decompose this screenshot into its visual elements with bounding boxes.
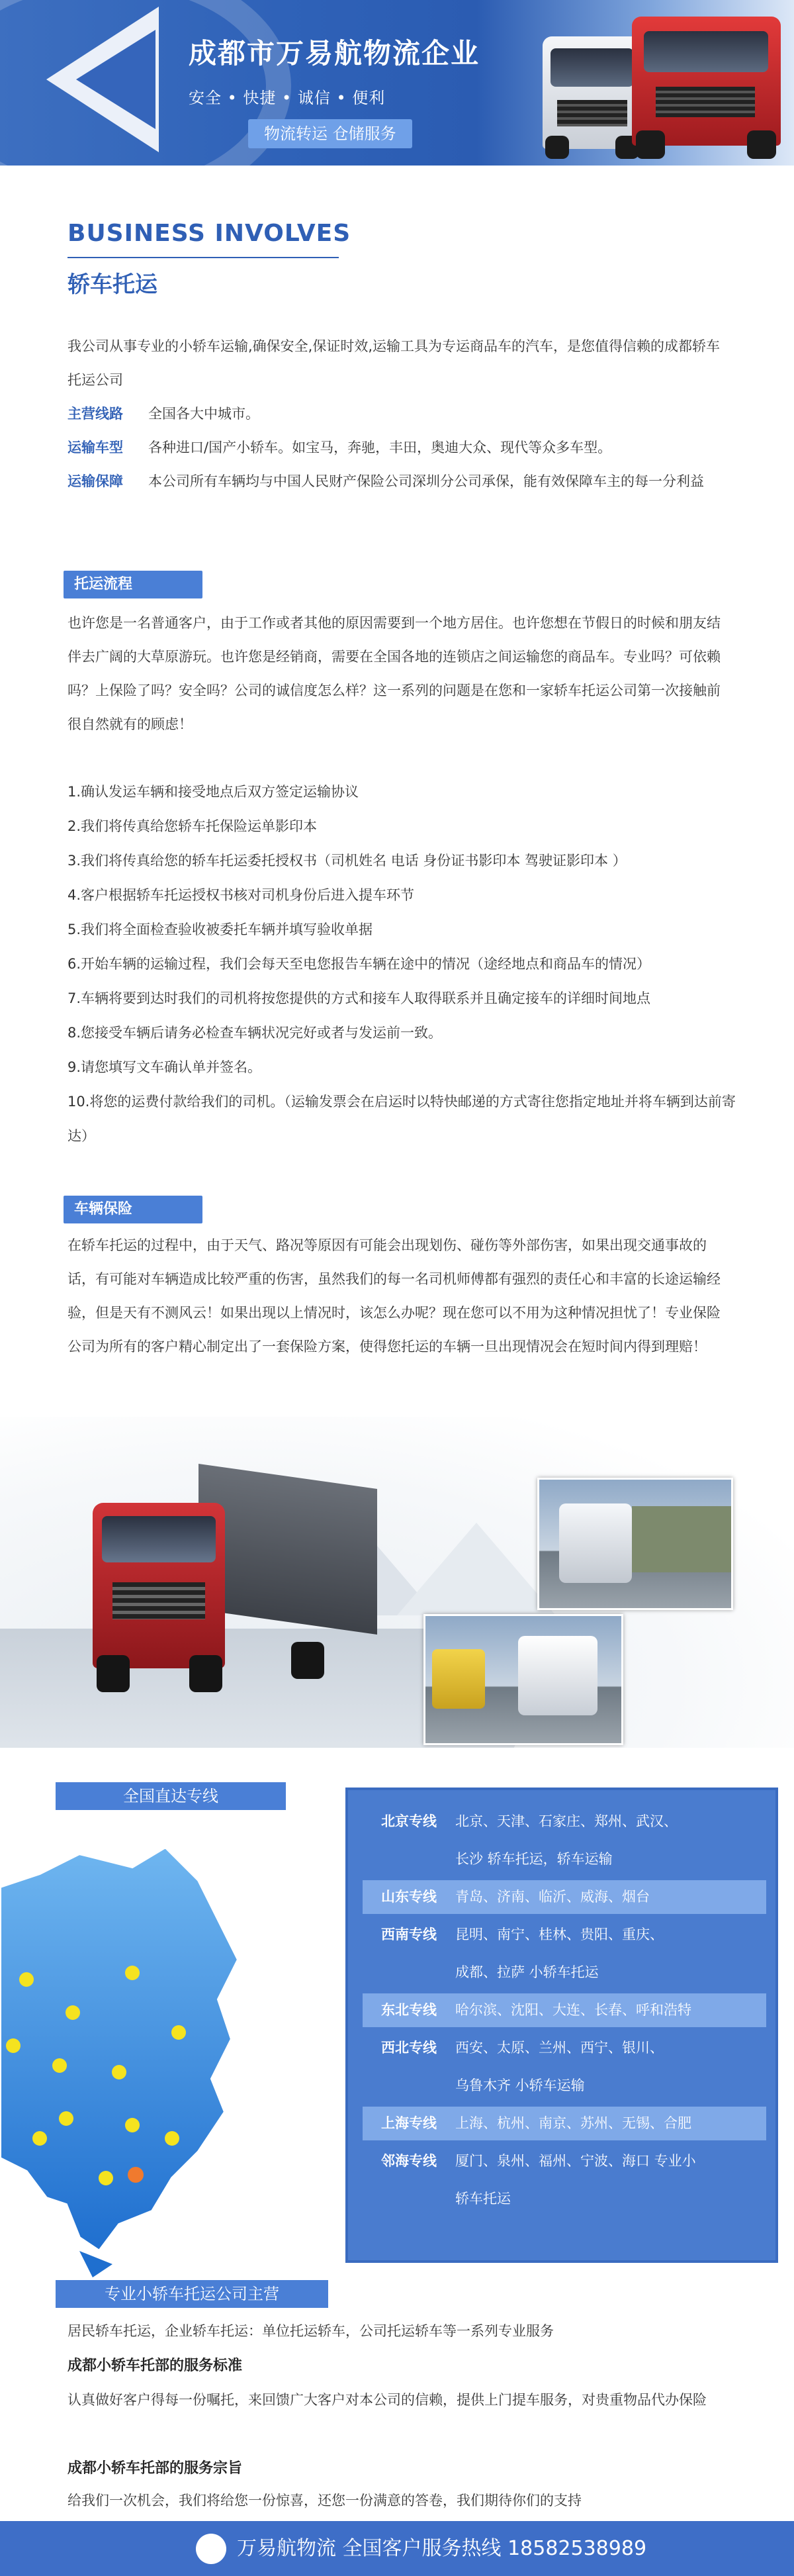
business-intro: 我公司从事专业的小轿车运输,确保安全,保证时效,运输工具为专运商品车的汽车，是您值得信赖的成都轿车托运公司: [67, 338, 721, 388]
route-value: 厦门、泉州、福州、宁波、海口 专业小: [455, 2153, 696, 2169]
route-key: [363, 1956, 455, 1989]
service-aim-text: 给我们一次机会，我们将给您一份惊喜，还您一份满意的答卷，我们期待你们的支持: [67, 2493, 582, 2508]
route-key: 上海专线: [381, 2115, 437, 2131]
heading-divider: [67, 257, 339, 258]
route-value: 哈尔滨、沈阳、大连、长春、呼和浩特: [455, 2002, 691, 2018]
business-item-routes: [67, 397, 729, 431]
process-steps-list: [67, 775, 736, 1153]
business-item-models: [67, 431, 729, 465]
item-key: 主营线路: [67, 406, 123, 422]
process-step: 1.确认发运车辆和接受地点后双方签定运输协议: [67, 784, 359, 800]
process-step: 10.将您的运费付款给我们的司机。（运输发票会在启运时以特快邮递的方式寄往您指定地址并将车辆到达前寄达）: [67, 1094, 736, 1144]
process-step: 5.我们将全面检查验收被委托车辆并填写验收单据: [67, 922, 373, 937]
route-key: 东北专线: [381, 2002, 437, 2018]
footer-hotline: 万易航物流 全国客户服务热线 18582538989: [237, 2537, 647, 2560]
routes-tag: 全国直达专线: [56, 1782, 286, 1810]
white-truck-image: [543, 36, 642, 159]
item-value: 本公司所有车辆均与中国人民财产保险公司深圳分公司承保，能有效保障车主的每一分利益: [148, 473, 704, 489]
header-banner: [0, 0, 794, 166]
service-standard-text: 认真做好客户得每一份嘱托，来回馈广大客户对本公司的信赖，提供上门提车服务，对贵重物品代办保险: [67, 2392, 707, 2408]
pro-services-tag: 专业小轿车托运公司主营: [56, 2280, 328, 2308]
route-key: 西北专线: [381, 2040, 437, 2056]
process-step: 8.您接受车辆后请务必检查车辆状况完好或者与发运前一致。: [67, 1025, 443, 1041]
insurance-tag: 车辆保险: [64, 1196, 202, 1223]
route-row-highlighted: [363, 1880, 766, 1914]
banner-arrow-inner: [76, 30, 155, 129]
process-step: 6.开始车辆的运输过程，我们会每天至电您报告车辆在途中的情况（途经地点和商品车的情况）: [67, 956, 651, 972]
route-row: [363, 1805, 766, 1838]
route-key: [363, 2182, 455, 2216]
truck-photo: [0, 1417, 794, 1748]
truck-thumbnail-image: [537, 1478, 733, 1610]
route-row: [363, 1956, 766, 1989]
process-step: 9.请您填写文车确认单并签名。: [67, 1059, 262, 1075]
route-value: 乌鲁木齐 小轿车运输: [455, 2077, 585, 2093]
map-marker-highlight: [128, 2167, 144, 2183]
pro-line: 居民轿车托运，企业轿车托运：单位托运轿车，公司托运轿车等一系列专业服务: [67, 2323, 554, 2339]
route-row: [363, 1842, 766, 1876]
banner-subtitle: 物流转运 仓储服务: [248, 119, 412, 148]
route-value: 轿车托运: [455, 2191, 511, 2207]
business-item-insurance: [67, 465, 729, 499]
item-key: 运输车型: [67, 440, 123, 455]
route-value: 长沙 轿车托运，轿车运输: [455, 1851, 613, 1867]
route-row: [363, 2031, 766, 2065]
service-aim-title: 成都小轿车托部的服务宗旨: [67, 2460, 243, 2477]
route-value: 上海、杭州、南京、苏州、无锡、合肥: [455, 2115, 691, 2131]
logo-icon: [196, 2534, 226, 2564]
route-value: 青岛、济南、临沂、威海、烟台: [455, 1889, 650, 1905]
process-step: 7.车辆将要到达时我们的司机将按您提供的方式和接车人取得联系并且确定接车的详细时间地点: [67, 990, 651, 1006]
route-key: [363, 1842, 455, 1876]
mountain-shape: [397, 1523, 556, 1615]
red-truck-image: [632, 17, 781, 159]
route-value: 昆明、南宁、桂林、贵阳、重庆、: [455, 1927, 664, 1942]
service-standard-title: 成都小轿车托部的服务标准: [67, 2358, 243, 2374]
route-row: [363, 2144, 766, 2178]
route-row: [363, 2069, 766, 2103]
banner-title: 成都市万易航物流企业: [189, 37, 480, 70]
route-key: 山东专线: [381, 1889, 437, 1905]
route-key: 西南专线: [381, 1927, 437, 1942]
route-row-highlighted: [363, 1993, 766, 2027]
route-key: 北京专线: [381, 1813, 437, 1829]
china-map-image: [0, 1827, 291, 2277]
item-key: 运输保障: [67, 473, 123, 489]
process-step: 3.我们将传真给您的轿车托运委托授权书（司机姓名 电话 身份证书影印本 驾驶证影印本 ）: [67, 853, 627, 869]
route-key: [363, 2069, 455, 2103]
route-value: 北京、天津、石家庄、郑州、武汉、: [455, 1813, 678, 1829]
route-value: 西安、太原、兰州、西宁、银川、: [455, 2040, 664, 2056]
process-intro: 也许您是一名普通客户，由于工作或者其他的原因需要到一个地方居住。也许您想在节假日的时候和朋友结伴去广阔的大草原游玩。也许您是经销商，需要在全国各地的连锁店之间运输您的商品车。专业吗？可依赖吗？上保险了吗？安全吗？公司的诚信度怎么样？这一系列的问题是在您和一家轿车托运公司第一次接触前很自然就有的顾虑！: [67, 615, 721, 732]
main-truck-image: [93, 1476, 377, 1695]
route-row: [363, 1918, 766, 1952]
insurance-text: 在轿车托运的过程中，由于天气、路况等原因有可能会出现划伤、碰伤等外部伤害，如果出现交通事故的话，有可能对车辆造成比较严重的伤害，虽然我们的每一名司机师傅都有强烈的责任心和丰富的长途运输经验，但是天有不测风云！如果出现以上情况时，该怎么办呢？现在您可以不用为这种情况担忧了！专业保险公司为所有的客户精心制定出了一套保险方案，使得您托运的车辆一旦出现情况会在短时间内得到理赔！: [67, 1237, 721, 1355]
process-tag: 托运流程: [64, 571, 202, 598]
routes-panel: [345, 1788, 778, 2263]
route-row-highlighted: [363, 2107, 766, 2140]
business-subheading: 轿车托运: [67, 271, 157, 298]
route-value: 成都、拉萨 小轿车托运: [455, 1964, 599, 1980]
route-key: 邻海专线: [381, 2153, 437, 2169]
process-step: 2.我们将传真给您轿车托保险运单影印本: [67, 818, 318, 834]
item-value: 全国各大中城市。: [148, 406, 259, 422]
footer-bar: [0, 2521, 794, 2576]
banner-slogans: 安全 • 快捷 • 诚信 • 便利: [189, 89, 386, 107]
route-row: [363, 2182, 766, 2216]
item-value: 各种进口/国产小轿车。如宝马，奔驰，丰田，奥迪大众、现代等众多车型。: [148, 440, 612, 455]
business-heading: BUSINESS INVOLVES: [67, 220, 351, 247]
truck-thumbnail-image: [423, 1614, 623, 1745]
process-step: 4.客户根据轿车托运授权书核对司机身份后进入提车环节: [67, 887, 415, 903]
